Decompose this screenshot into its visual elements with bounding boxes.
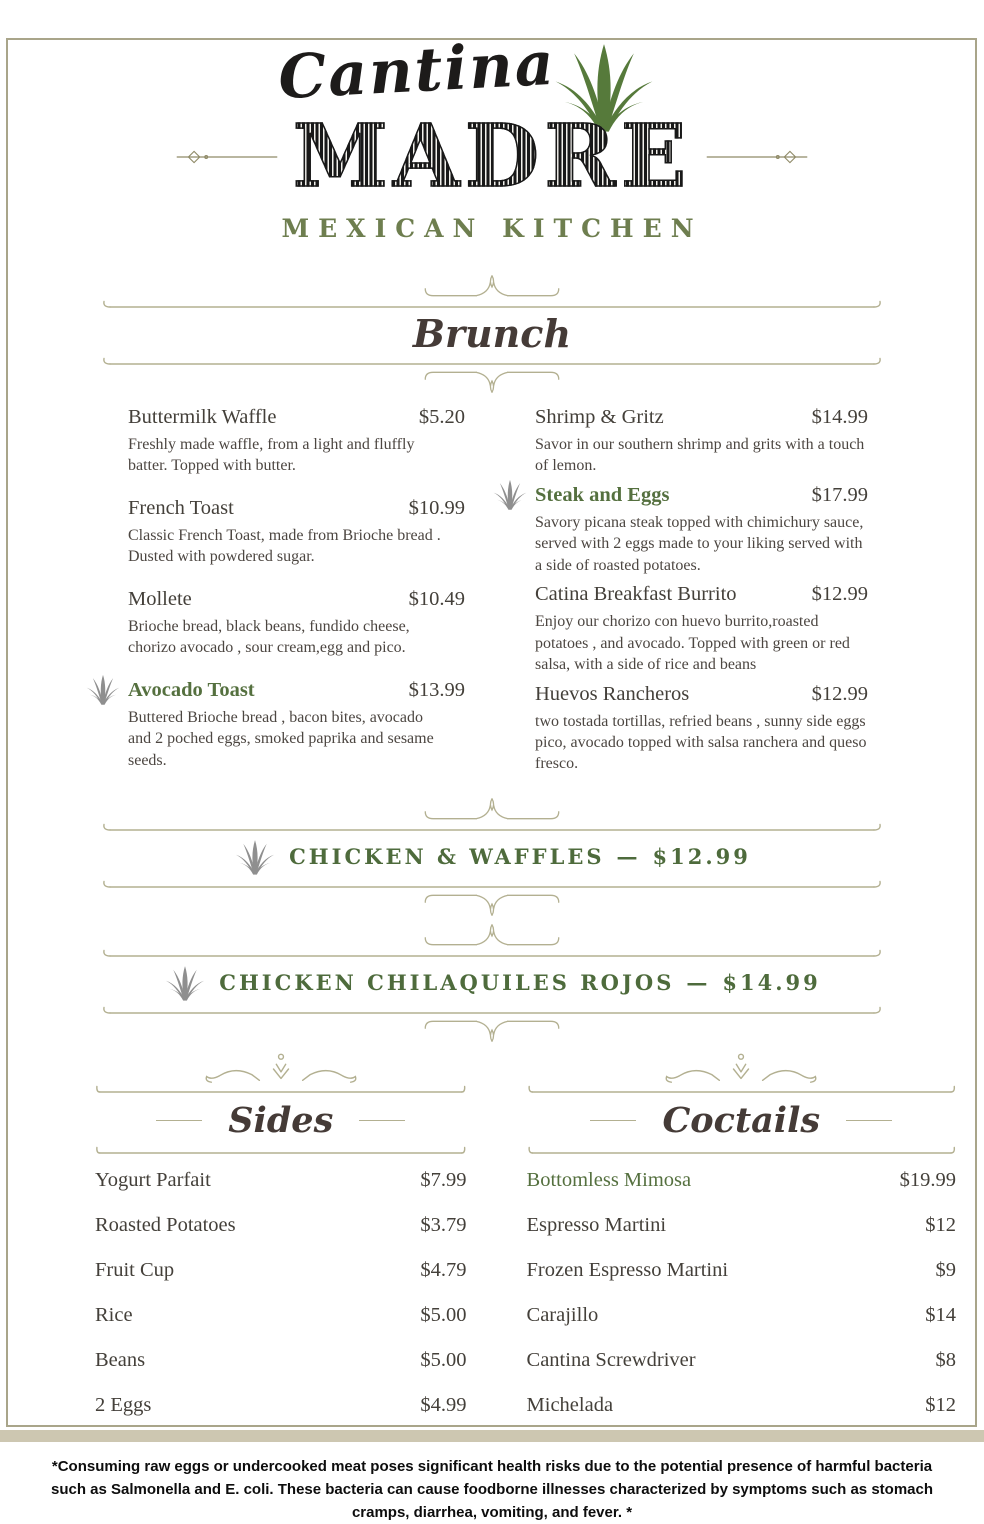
- divider-rule: [527, 1146, 956, 1157]
- menu-item: [128, 406, 465, 477]
- menu-page: [0, 22, 984, 1521]
- list-item: [527, 1214, 956, 1259]
- item-name: Carajillo: [526, 1303, 599, 1326]
- item-price: $5.20: [418, 406, 465, 428]
- item-name: Cantina Screwdriver: [526, 1348, 696, 1371]
- divider-ornament-icon: [392, 274, 592, 300]
- item-price: $10.49: [408, 587, 465, 610]
- item-price: $10.99: [408, 496, 465, 519]
- list-item: [527, 1349, 956, 1394]
- menu-item: [535, 583, 868, 675]
- item-name: 2 Eggs: [95, 1393, 152, 1416]
- title-dash: [359, 1120, 405, 1121]
- agave-icon: [163, 964, 207, 1002]
- item-name: Bottomless Mimosa: [526, 1168, 692, 1191]
- item-price: $3.79: [420, 1213, 467, 1236]
- banner-item-price: $14.99: [722, 970, 821, 996]
- item-description: Savor in our southern shrimp and grits with a touch of lemon.: [535, 436, 865, 475]
- brunch-right-column: [535, 406, 868, 791]
- item-price: $7.99: [420, 1168, 467, 1191]
- divider-ornament-icon: [392, 891, 592, 917]
- item-name: Huevos Rancheros: [535, 682, 690, 705]
- item-name: Frozen Espresso Martini: [526, 1258, 729, 1281]
- brunch-items: [128, 406, 868, 791]
- title-dash: [590, 1120, 636, 1121]
- item-price: $5.00: [420, 1348, 467, 1371]
- divider-rule: [100, 1006, 884, 1017]
- item-name: Shrimp & Gritz: [535, 406, 664, 428]
- photo-bottom-edge: [0, 1430, 984, 1442]
- cocktails-list: [527, 1169, 956, 1439]
- brand-name: MADRE: [292, 106, 692, 207]
- item-price: $9: [935, 1258, 956, 1281]
- item-price: $19.99: [899, 1168, 956, 1191]
- divider-rule: [100, 949, 884, 960]
- divider-rule: [100, 823, 884, 834]
- list-item: [95, 1349, 467, 1394]
- cocktails-section: [527, 1053, 956, 1439]
- item-name: Buttermilk Waffle: [128, 406, 277, 428]
- item-price: $12.99: [811, 583, 868, 606]
- list-item: [95, 1214, 467, 1259]
- banner-item-price: $12.99: [652, 844, 751, 870]
- divider-rule: [95, 1085, 467, 1096]
- item-price: $14: [925, 1303, 956, 1326]
- item-description: Brioche bread, black beans, fundido cheese, chorizo avocado , sour cream,egg and pico.: [128, 617, 410, 657]
- restaurant-logo: [0, 22, 984, 258]
- list-item: [95, 1169, 467, 1214]
- item-price: $13.99: [408, 678, 465, 701]
- agave-icon: [491, 478, 529, 511]
- bottom-sections: [95, 1053, 956, 1439]
- divider-ornament-icon: [392, 797, 592, 823]
- brunch-section-header: [0, 274, 984, 394]
- item-name: Rice: [95, 1303, 133, 1326]
- agave-icon: [84, 673, 122, 706]
- divider-ornament-icon: [392, 368, 592, 394]
- item-price: $12.99: [811, 682, 868, 705]
- menu-item: [535, 683, 868, 775]
- banner-dash: —: [686, 970, 711, 996]
- section-title-brunch: Brunch: [412, 311, 572, 356]
- item-name: Yogurt Parfait: [95, 1168, 211, 1191]
- banner-item-name: CHICKEN & WAFFLES: [289, 844, 605, 870]
- item-description: Buttered Brioche bread , bacon bites, avocado and 2 poched eggs, smoked paprika and sesame seeds.: [128, 708, 434, 769]
- list-item: [527, 1259, 956, 1304]
- panel-ornament-icon: [636, 1053, 846, 1085]
- item-name: Steak and Eggs: [535, 483, 670, 506]
- divider-rule: [100, 357, 884, 368]
- menu-item: [128, 679, 465, 771]
- item-price: $12: [925, 1213, 956, 1236]
- flourish-left-icon: [175, 147, 279, 167]
- health-disclaimer: *Consuming raw eggs or undercooked meat poses significant health risks due to the potential presence of harmful bacteria such as Salmonella and E. coli. These bacteria can cause foodborne illnesses characterized by symptoms such as stomach cramps, diarrhea, vomiting, and fever. *: [51, 1457, 933, 1521]
- divider-rule: [100, 300, 884, 311]
- menu-item: [128, 497, 465, 568]
- item-description: two tostada tortillas, refried beans , sunny side eggs pico, avocado topped with salsa ranchera and queso fresco.: [535, 712, 867, 773]
- item-price: $8: [935, 1348, 956, 1371]
- banner-dash: —: [616, 844, 641, 870]
- list-item: [527, 1304, 956, 1349]
- item-name: Catina Breakfast Burrito: [535, 583, 737, 606]
- item-name: Mollete: [128, 587, 192, 610]
- item-name: Roasted Potatoes: [95, 1213, 236, 1236]
- panel-ornament-icon: [176, 1053, 386, 1085]
- item-description: Savory picana steak topped with chimichury sauce, served with 2 eggs made to your liking served with a side of roasted potatoes.: [535, 513, 864, 574]
- list-item: [527, 1169, 956, 1214]
- divider-ornament-icon: [392, 923, 592, 949]
- item-price: $5.00: [420, 1303, 467, 1326]
- item-description: Enjoy our chorizo con huevo burrito,roasted potatoes , and avocado. Topped with green or red salsa, with a side of rice and beans: [535, 613, 850, 674]
- section-title-cocktails: Coctails: [662, 1100, 821, 1142]
- item-name: Michelada: [526, 1393, 614, 1416]
- section-title-sides: Sides: [228, 1100, 334, 1142]
- item-name: Fruit Cup: [95, 1258, 175, 1281]
- item-price: $14.99: [811, 406, 868, 428]
- agave-icon: [233, 838, 277, 876]
- item-description: Classic French Toast, made from Brioche bread . Dusted with powdered sugar.: [128, 526, 441, 566]
- title-dash: [156, 1120, 202, 1121]
- flourish-right-icon: [705, 147, 809, 167]
- menu-item: [535, 484, 868, 576]
- item-name: Avocado Toast: [128, 678, 255, 701]
- item-price: $4.79: [420, 1258, 467, 1281]
- item-name: Espresso Martini: [526, 1213, 667, 1236]
- menu-item: [535, 406, 868, 477]
- sides-section: [95, 1053, 467, 1439]
- sides-list: [95, 1169, 467, 1439]
- divider-ornament-icon: [392, 1017, 592, 1043]
- menu-item: [128, 588, 465, 659]
- brand-script-name: Cantina: [276, 28, 558, 114]
- list-item: [95, 1259, 467, 1304]
- divider-rule: [100, 880, 884, 891]
- list-item: [95, 1304, 467, 1349]
- featured-banner-chilaquiles: [0, 923, 984, 1043]
- title-dash: [846, 1120, 892, 1121]
- item-price: $4.99: [420, 1393, 467, 1416]
- brunch-left-column: [128, 406, 465, 791]
- featured-banner-chicken-waffles: [0, 797, 984, 917]
- brand-tagline: MEXICAN KITCHEN: [281, 214, 703, 243]
- item-price: $12: [925, 1393, 956, 1416]
- divider-rule: [527, 1085, 956, 1096]
- item-name: French Toast: [128, 496, 234, 519]
- item-price: $17.99: [811, 483, 868, 506]
- banner-item-name: CHICKEN CHILAQUILES ROJOS: [219, 970, 675, 996]
- item-description: Freshly made waffle, from a light and fluffly batter. Topped with butter.: [128, 436, 415, 475]
- item-name: Beans: [95, 1348, 146, 1371]
- divider-rule: [95, 1146, 467, 1157]
